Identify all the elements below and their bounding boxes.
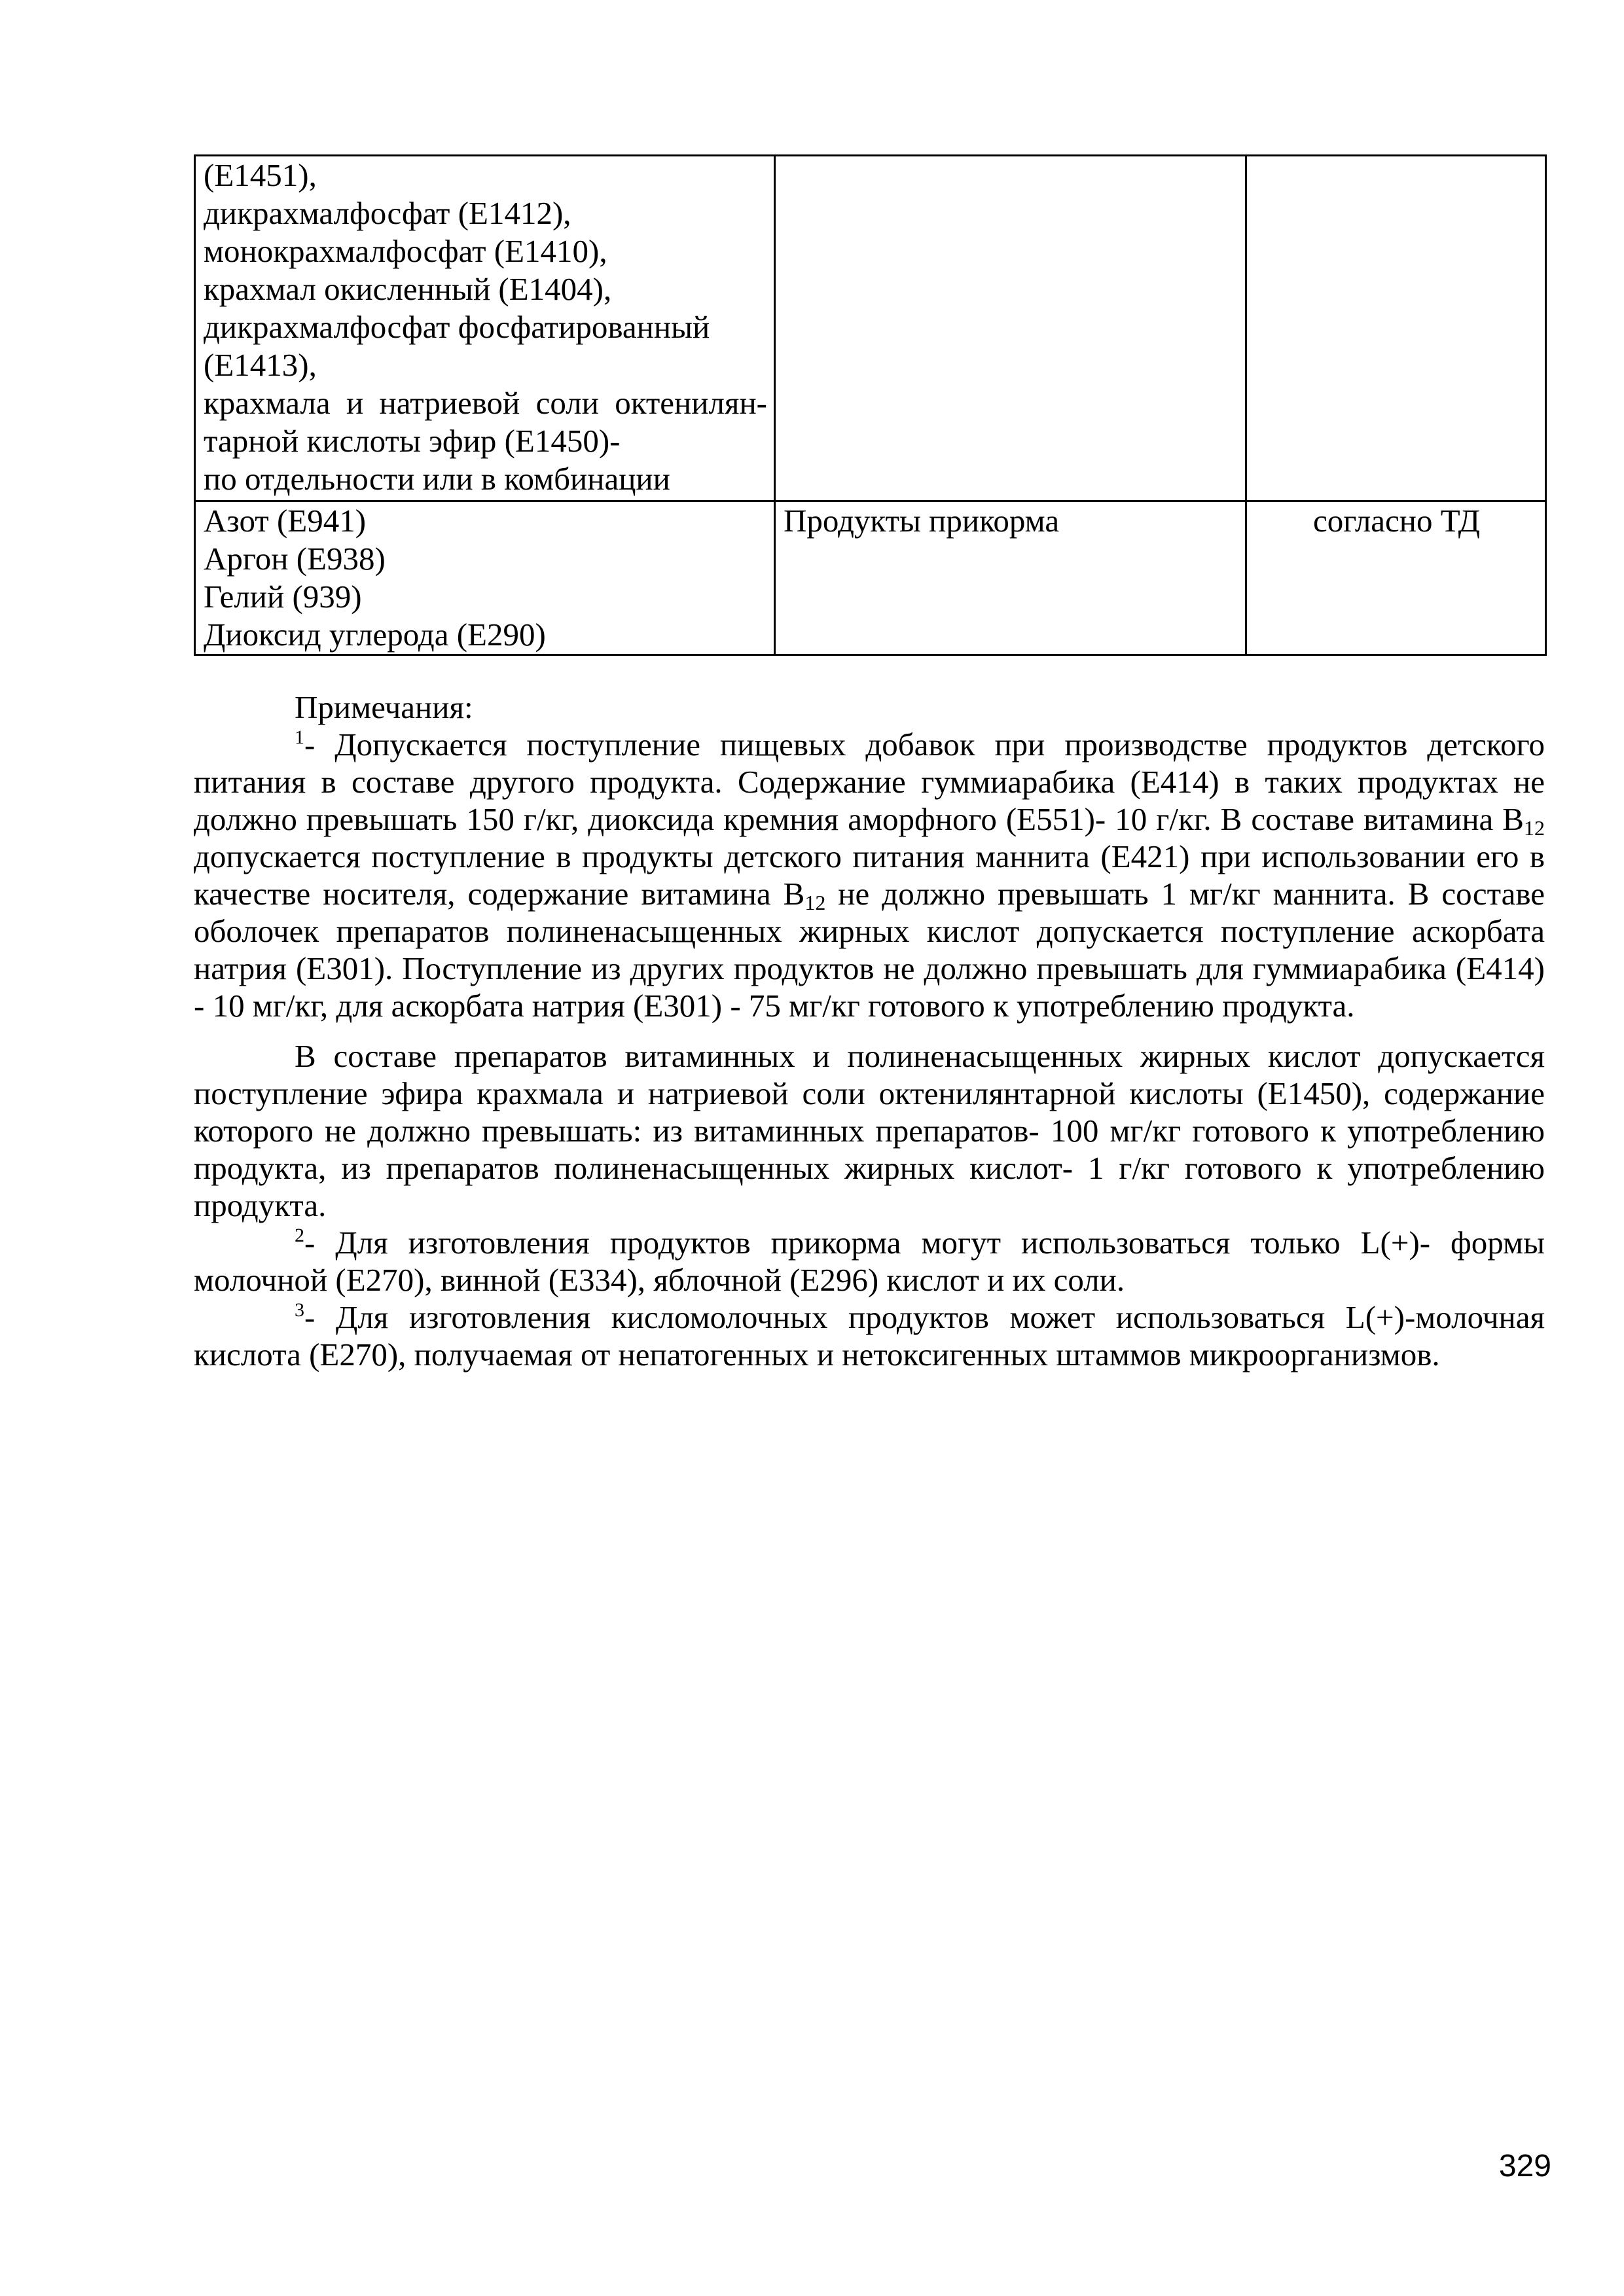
note-1-text: - Допускается поступление пищевых добавок при производстве продуктов детского питания в составе другого продукта. Содержание гуммиарабика (Е414) в таких продуктах не должно превышать 150 г/кг, диоксида кремния аморфного (Е551)- 10 г/кг. В составе витамина В — [194, 726, 1545, 837]
additive-line: (Е1451), — [204, 157, 317, 193]
notes-section — [194, 689, 1545, 1373]
table-row — [195, 501, 1546, 655]
products-cell — [775, 156, 1246, 501]
norm-cell: согласно ТД — [1246, 501, 1546, 655]
additive-line: по отдельности или в комбинации — [204, 461, 670, 497]
additive-line: дикрахмалфосфат фосфатированный — [204, 309, 710, 345]
footnote-marker: 3 — [295, 1299, 304, 1321]
additive-line: Гелий (939) — [204, 579, 362, 615]
norm-cell — [1246, 156, 1546, 501]
note-3 — [194, 1299, 1545, 1373]
additive-names-cell — [195, 156, 775, 501]
additive-names-cell — [195, 501, 775, 655]
additive-line: монокрахмалфосфат (Е1410), — [204, 233, 607, 269]
subscript: 12 — [1524, 816, 1545, 840]
note-1-text: не должно превышать 1 мг/кг маннита. В составе оболочек препаратов полиненасыщенных жирных кислот допускается поступление аскорбата натрия (Е301). Поступление из других продуктов не должно превышать для гуммиарабика (Е414) - 10 мг/кг, для аскорбата натрия (Е301) - 75 мг/кг готового к употреблению продукта. — [194, 876, 1545, 1024]
footnote-marker: 2 — [295, 1225, 304, 1246]
footnote-marker: 1 — [295, 726, 304, 748]
table-row — [195, 156, 1546, 501]
note-2-text: - Для изготовления продуктов прикорма могут использоваться только L(+)- формы молочной (Е270), винной (Е334), яблочной (Е296) кислот и их соли. — [194, 1225, 1545, 1298]
page-number: 329 — [1498, 2149, 1551, 2183]
note-1-continued: В составе препаратов витаминных и полиненасыщенных жирных кислот допускается поступление эфира крахмала и натриевой соли октенилянтарной кислоты (Е1450), содержание которого не должно превышать: из витаминных препаратов- 100 мг/кг готового к употреблению продукта, из препаратов полиненасыщенных жирных кислот- 1 г/кг готового к употреблению продукта. — [194, 1038, 1545, 1223]
subscript: 12 — [804, 891, 826, 914]
notes-heading: Примечания: — [295, 689, 473, 725]
additive-line: Аргон (Е938) — [204, 541, 386, 577]
additive-line: крахмала и натриевой соли октенилян- — [204, 385, 767, 421]
note-1-text: допускается поступление в продукты детского питания маннита (Е421) при использовании его в качестве носителя, содержание витамина В — [194, 838, 1545, 912]
note-1 — [194, 726, 1545, 1024]
note-2 — [194, 1224, 1545, 1299]
additive-line: дикрахмалфосфат (Е1412), — [204, 195, 571, 231]
additive-line: Азот (Е941) — [204, 503, 367, 539]
additive-line: Диоксид углерода (Е290) — [204, 617, 546, 653]
products-cell: Продукты прикорма — [775, 501, 1246, 655]
note-3-text: - Для изготовления кисломолочных продуктов может использоваться L(+)-молочная кислота (Е270), получаемая от непатогенных и нетоксигенных штаммов микроорганизмов. — [194, 1299, 1545, 1372]
additives-table — [194, 154, 1547, 656]
additive-line: крахмал окисленный (Е1404), — [204, 271, 612, 307]
additive-line: тарной кислоты эфир (Е1450)- — [204, 423, 621, 459]
additive-line: (Е1413), — [204, 347, 317, 383]
